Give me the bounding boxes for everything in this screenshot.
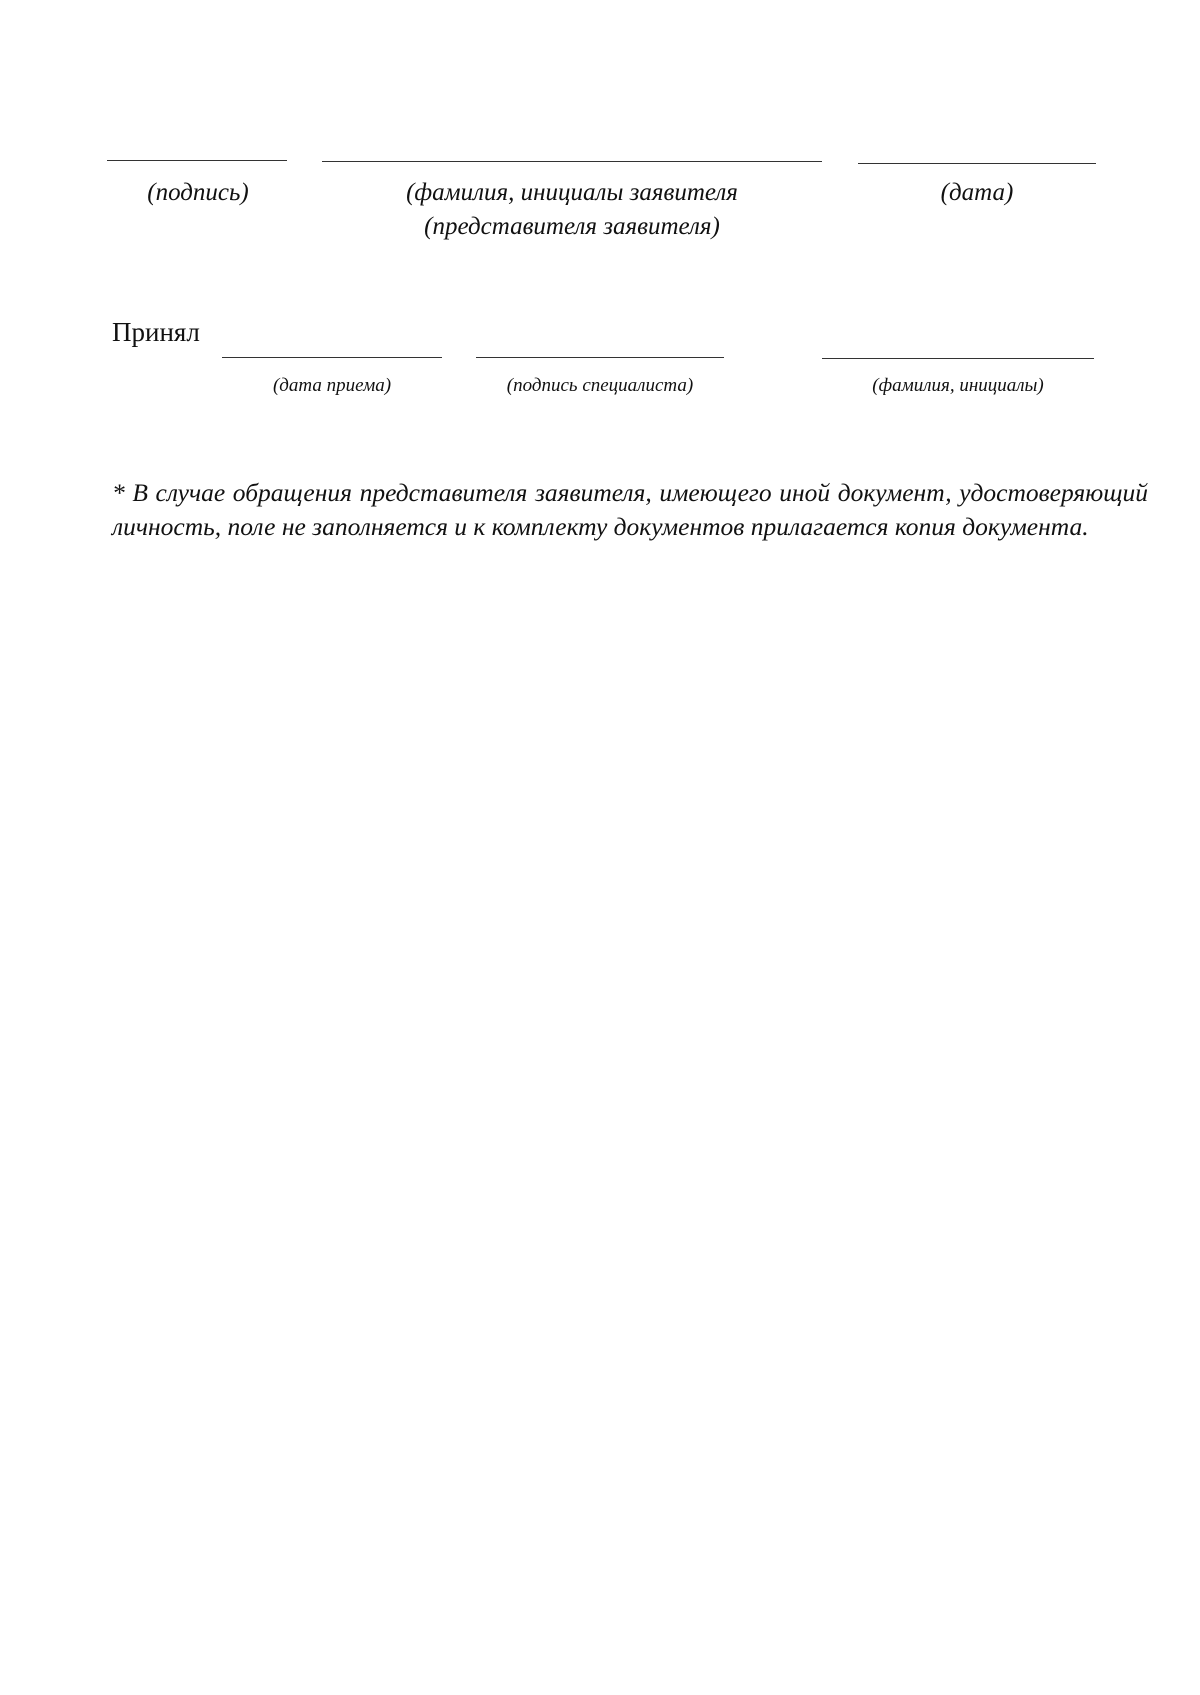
- received-by-label: Принял: [112, 317, 200, 347]
- applicant-name-line: [322, 161, 822, 162]
- signature-line: [107, 160, 287, 161]
- footnote-text: * В случае обращения представителя заявителя, имеющего иной документ, удостоверяющий личность, поле не заполняется и к комплекту документов прилагается копия документа.: [112, 478, 1148, 541]
- applicant-name-caption-line1: (фамилия, инициалы заявителя: [406, 179, 738, 206]
- specialist-signature-line: [476, 357, 724, 358]
- signature-caption: (подпись): [147, 179, 249, 206]
- specialist-name-caption: (фамилия, инициалы): [872, 375, 1044, 396]
- date-line: [858, 163, 1096, 164]
- applicant-name-caption-line2: (представителя заявителя): [424, 213, 720, 240]
- specialist-signature-caption: (подпись специалиста): [506, 375, 694, 396]
- applicant-name-caption: [322, 176, 822, 244]
- specialist-name-line: [822, 358, 1094, 359]
- date-caption: (дата): [940, 179, 1014, 206]
- date-received-caption: (дата приема): [272, 375, 392, 396]
- date-received-line: [222, 357, 442, 358]
